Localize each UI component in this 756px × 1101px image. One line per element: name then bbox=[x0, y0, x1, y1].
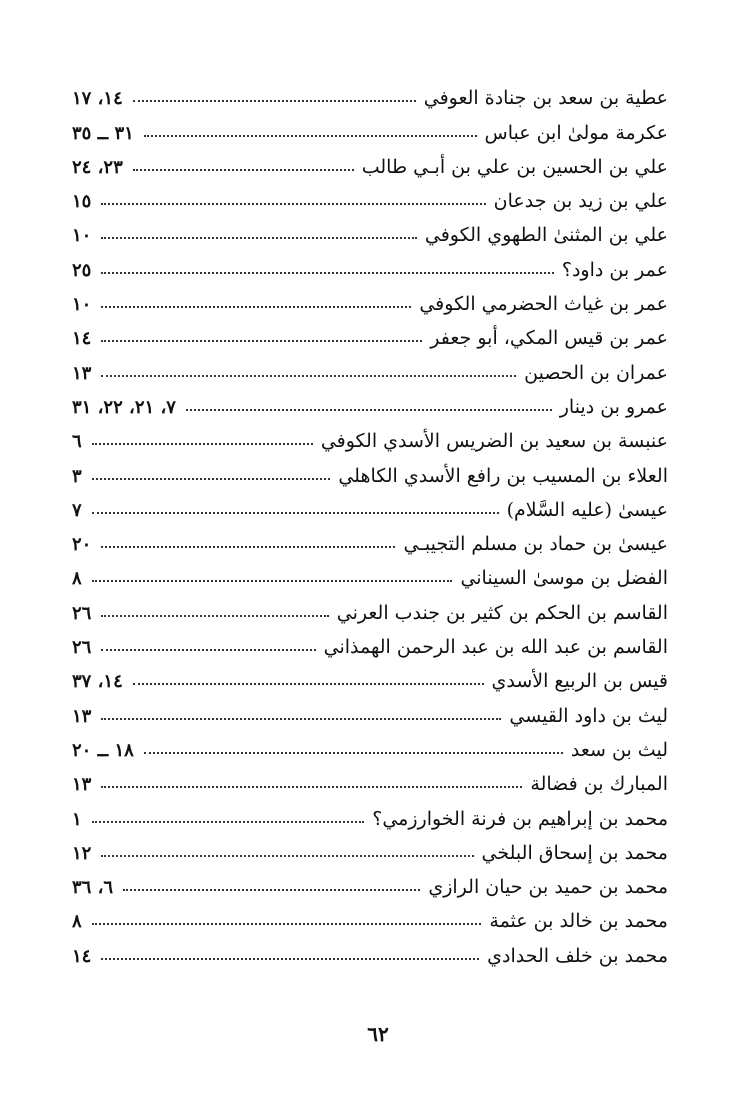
entry-page-refs: ١٣ bbox=[72, 705, 92, 727]
index-entry bbox=[72, 314, 668, 348]
index-entry bbox=[72, 554, 668, 588]
entry-page-refs: ٧ bbox=[72, 499, 82, 521]
dot-leader bbox=[101, 718, 501, 720]
page-number: ٦٢ bbox=[367, 1022, 389, 1046]
entry-page-refs: ٢٠ bbox=[72, 534, 92, 556]
index-entry bbox=[72, 863, 668, 897]
index-entry bbox=[72, 726, 668, 760]
index-entry-list bbox=[72, 74, 668, 966]
dot-leader bbox=[92, 512, 499, 514]
dot-leader bbox=[144, 752, 563, 754]
entry-name: محمد بن إبراهيم بن فرنة الخوارزمي؟ bbox=[372, 807, 668, 830]
dot-leader bbox=[101, 306, 411, 308]
index-entry bbox=[72, 897, 668, 931]
entry-name: عمر بن قيس المكي، أبو جعفر bbox=[430, 327, 668, 350]
index-entry bbox=[72, 691, 668, 725]
entry-name: عمر بن غياث الحضرمي الكوفي bbox=[419, 293, 668, 316]
dot-leader bbox=[133, 683, 484, 685]
dot-leader bbox=[186, 409, 552, 411]
entry-name: ليث بن داود القيسي bbox=[509, 704, 668, 727]
dot-leader bbox=[101, 340, 422, 342]
dot-leader bbox=[92, 478, 331, 480]
entry-page-refs: ١٤، ١٧ bbox=[72, 88, 123, 110]
entry-name: ليث بن سعد bbox=[570, 738, 668, 761]
entry-name: العلاء بن المسيب بن رافع الأسدي الكاهلي bbox=[338, 464, 668, 487]
index-entry bbox=[72, 383, 668, 417]
dot-leader bbox=[101, 786, 522, 788]
entry-name: عيسىٰ بن حماد بن مسلم التجيبـي bbox=[403, 533, 668, 556]
dot-leader bbox=[133, 169, 354, 171]
entry-name: عكرمة مولىٰ ابن عباس bbox=[484, 121, 668, 144]
index-entry bbox=[72, 417, 668, 451]
entry-page-refs: ١ bbox=[72, 808, 82, 830]
index-entry bbox=[72, 657, 668, 691]
index-entry bbox=[72, 623, 668, 657]
entry-page-refs: ٦، ٣٦ bbox=[72, 877, 114, 899]
index-entry bbox=[72, 74, 668, 108]
entry-name: المبارك بن فضالة bbox=[530, 773, 668, 796]
index-entry bbox=[72, 177, 668, 211]
dot-leader bbox=[101, 615, 328, 617]
entry-name: محمد بن حميد بن حيان الرازي bbox=[428, 876, 668, 899]
entry-page-refs: ١٠ bbox=[72, 225, 92, 247]
index-entry bbox=[72, 794, 668, 828]
entry-name: عمران بن الحصين bbox=[524, 361, 668, 384]
dot-leader bbox=[101, 958, 479, 960]
index-entry bbox=[72, 931, 668, 965]
dot-leader bbox=[101, 237, 417, 239]
entry-page-refs: ١٤، ٣٧ bbox=[72, 671, 123, 693]
entry-name: عمرو بن دينار bbox=[559, 395, 668, 418]
entry-page-refs: ٣١ ــ ٣٥ bbox=[72, 122, 134, 144]
index-entry bbox=[72, 280, 668, 314]
entry-name: عمر بن داود؟ bbox=[561, 258, 668, 281]
entry-page-refs: ٢٥ bbox=[72, 259, 92, 281]
entry-name: محمد بن خالد بن عثمة bbox=[489, 910, 668, 933]
entry-page-refs: ٢٦ bbox=[72, 637, 92, 659]
entry-page-refs: ١٨ ــ ٢٠ bbox=[72, 739, 134, 761]
index-entry bbox=[72, 520, 668, 554]
dot-leader bbox=[144, 135, 477, 137]
entry-name: القاسم بن عبد الله بن عبد الرحمن الهمذاني bbox=[323, 636, 668, 659]
index-entry bbox=[72, 143, 668, 177]
entry-page-refs: ٧، ٢١، ٢٢، ٣١ bbox=[72, 396, 176, 418]
entry-page-refs: ٨ bbox=[72, 568, 82, 590]
dot-leader bbox=[92, 821, 365, 823]
index-entry bbox=[72, 245, 668, 279]
entry-page-refs: ٣ bbox=[72, 465, 82, 487]
dot-leader bbox=[92, 443, 313, 445]
index-entry bbox=[72, 829, 668, 863]
index-entry bbox=[72, 348, 668, 382]
index-entry bbox=[72, 211, 668, 245]
entry-page-refs: ٢٦ bbox=[72, 602, 92, 624]
entry-name: عطية بن سعد بن جنادة العوفي bbox=[423, 87, 668, 110]
dot-leader bbox=[123, 889, 420, 891]
entry-name: علي بن المثنىٰ الطهوي الكوفي bbox=[424, 224, 668, 247]
index-entry bbox=[72, 760, 668, 794]
index-entry bbox=[72, 588, 668, 622]
dot-leader bbox=[92, 580, 453, 582]
index-entry bbox=[72, 451, 668, 485]
entry-page-refs: ١٤ bbox=[72, 945, 92, 967]
entry-name: محمد بن إسحاق البلخي bbox=[481, 841, 668, 864]
dot-leader bbox=[101, 375, 516, 377]
entry-name: الفضل بن موسىٰ السيناني bbox=[460, 567, 668, 590]
entry-name: القاسم بن الحكم بن كثير بن جندب العرني bbox=[336, 601, 668, 624]
dot-leader bbox=[133, 100, 416, 102]
entry-name: محمد بن خلف الحدادي bbox=[487, 944, 668, 967]
entry-name: علي بن الحسين بن علي بن أبـي طالب bbox=[361, 155, 668, 178]
entry-page-refs: ١٥ bbox=[72, 191, 92, 213]
entry-name: عيسىٰ (عليه السَّلام) bbox=[506, 498, 668, 521]
index-entry bbox=[72, 108, 668, 142]
entry-page-refs: ٢٣، ٢٤ bbox=[72, 156, 123, 178]
entry-page-refs: ١٣ bbox=[72, 362, 92, 384]
entry-page-refs: ١٠ bbox=[72, 294, 92, 316]
index-entry bbox=[72, 486, 668, 520]
entry-page-refs: ١٤ bbox=[72, 328, 92, 350]
dot-leader bbox=[101, 272, 554, 274]
dot-leader bbox=[101, 649, 315, 651]
entry-page-refs: ٨ bbox=[72, 911, 82, 933]
entry-name: علي بن زيد بن جدعان bbox=[493, 190, 668, 213]
dot-leader bbox=[101, 546, 395, 548]
dot-leader bbox=[92, 923, 482, 925]
entry-name: قيس بن الربيع الأسدي bbox=[491, 670, 668, 693]
entry-page-refs: ١٢ bbox=[72, 842, 92, 864]
dot-leader bbox=[101, 203, 485, 205]
entry-page-refs: ١٣ bbox=[72, 774, 92, 796]
entry-name: عنبسة بن سعيد بن الضريس الأسدي الكوفي bbox=[320, 430, 668, 453]
dot-leader bbox=[101, 855, 473, 857]
entry-page-refs: ٦ bbox=[72, 431, 82, 453]
